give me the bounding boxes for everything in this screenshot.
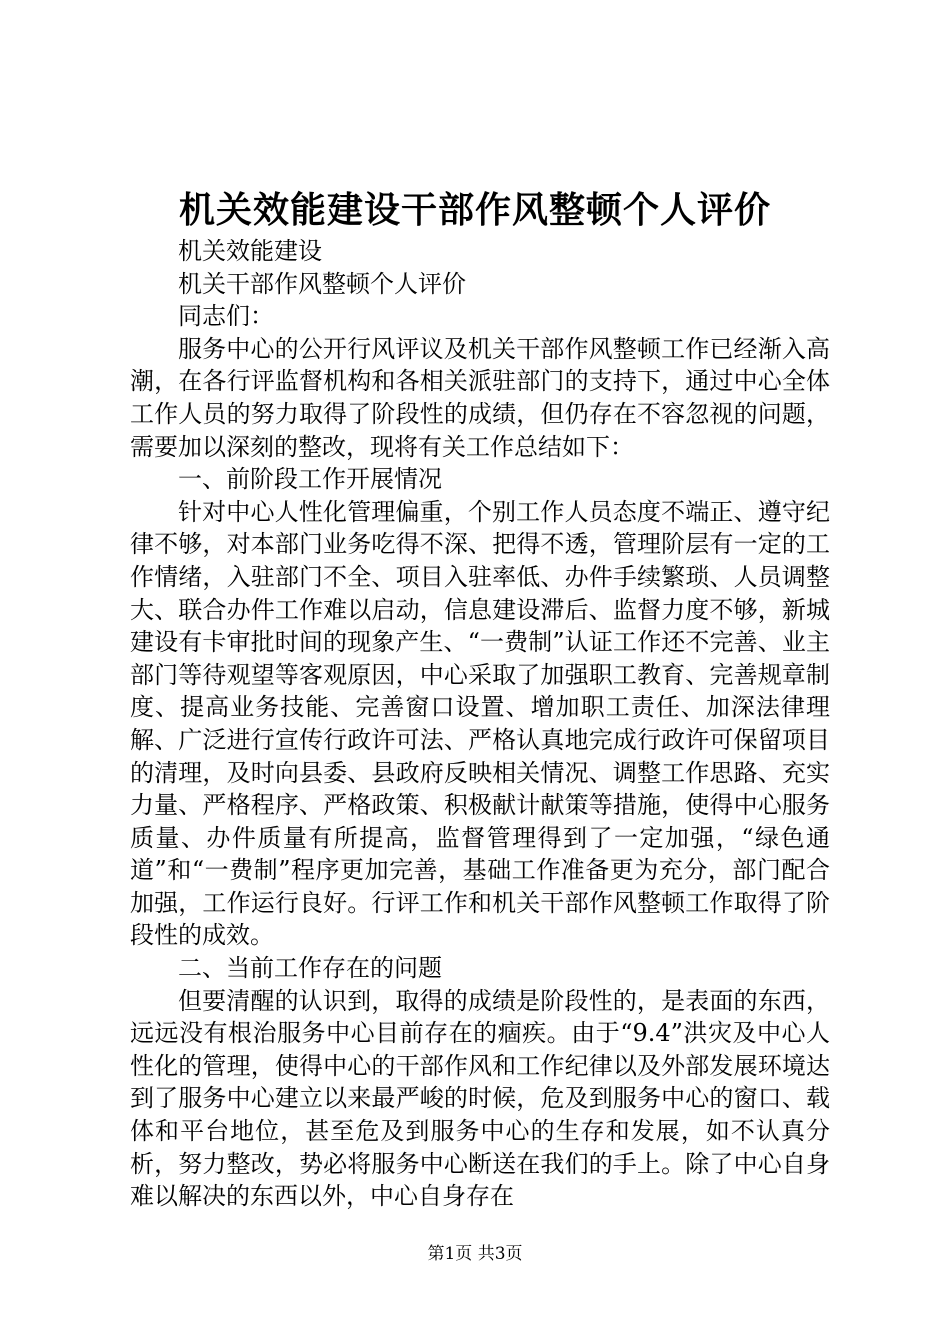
subtitle-line: 机关干部作风整顿个人评价	[178, 269, 466, 298]
page-number-footer: 第1页 共3页	[427, 1244, 523, 1264]
body-paragraph: 但要清醒的认识到，取得的成绩是阶段性的，是表面的东西，远远没有根治服务中心目前存在的痼疾。由于“9.4”洪灾及中心人性化的管理，使得中心的干部作风和工作纪律以及外部发展环境达到了服务中心建立以来最严峻的时候，危及到服务中心的窗口、载体和平台地位，甚至危及到服务中心的生存和发展，如不认真分析，努力整改，势必将服务中心断送在我们的手上。除了中心自身难以解决的东西以外，中心自身存在	[130, 986, 830, 1211]
document-title: 机关效能建设干部作风整顿个人评价	[178, 189, 771, 231]
body-paragraph: 针对中心人性化管理偏重，个别工作人员态度不端正、遵守纪律不够，对本部门业务吃得不深、把得不透，管理阶层有一定的工作情绪，入驻部门不全、项目入驻率低、办件手续繁琐、人员调整大、联合办件工作难以启动，信息建设滞后、监督力度不够，新城建设有卡审批时间的现象产生、“一费制”认证工作还不完善、业主部门等待观望等客观原因，中心采取了加强职工教育、完善规章制度、提高业务技能、完善窗口设置、增加职工责任、加深法律理解、广泛进行宣传行政许可法、严格认真地完成行政许可保留项目的清理，及时向县委、县政府反映相关情况、调整工作思路、充实力量、严格程序、严格政策、积极献计献策等措施，使得中心服务质量、办件质量有所提高，监督管理得到了一定加强，“绿色通道”和“一费制”程序更加完善，基础工作准备更为充分，部门配合加强，工作运行良好。行评工作和机关干部作风整顿工作取得了阶段性的成效。	[130, 497, 830, 950]
salutation: 同志们：	[178, 302, 274, 331]
section-heading: 二、当前工作存在的问题	[178, 954, 442, 983]
body-paragraph: 服务中心的公开行风评议及机关干部作风整顿工作已经渐入高潮，在各行评监督机构和各相关派驻部门的支持下，通过中心全体工作人员的努力取得了阶段性的成绩，但仍存在不容忽视的问题，需要加以深刻的整改，现将有关工作总结如下：	[130, 334, 830, 461]
document-body	[130, 235, 830, 1213]
section-heading: 一、前阶段工作开展情况	[178, 465, 442, 494]
subtitle-line: 机关效能建设	[178, 237, 322, 265]
